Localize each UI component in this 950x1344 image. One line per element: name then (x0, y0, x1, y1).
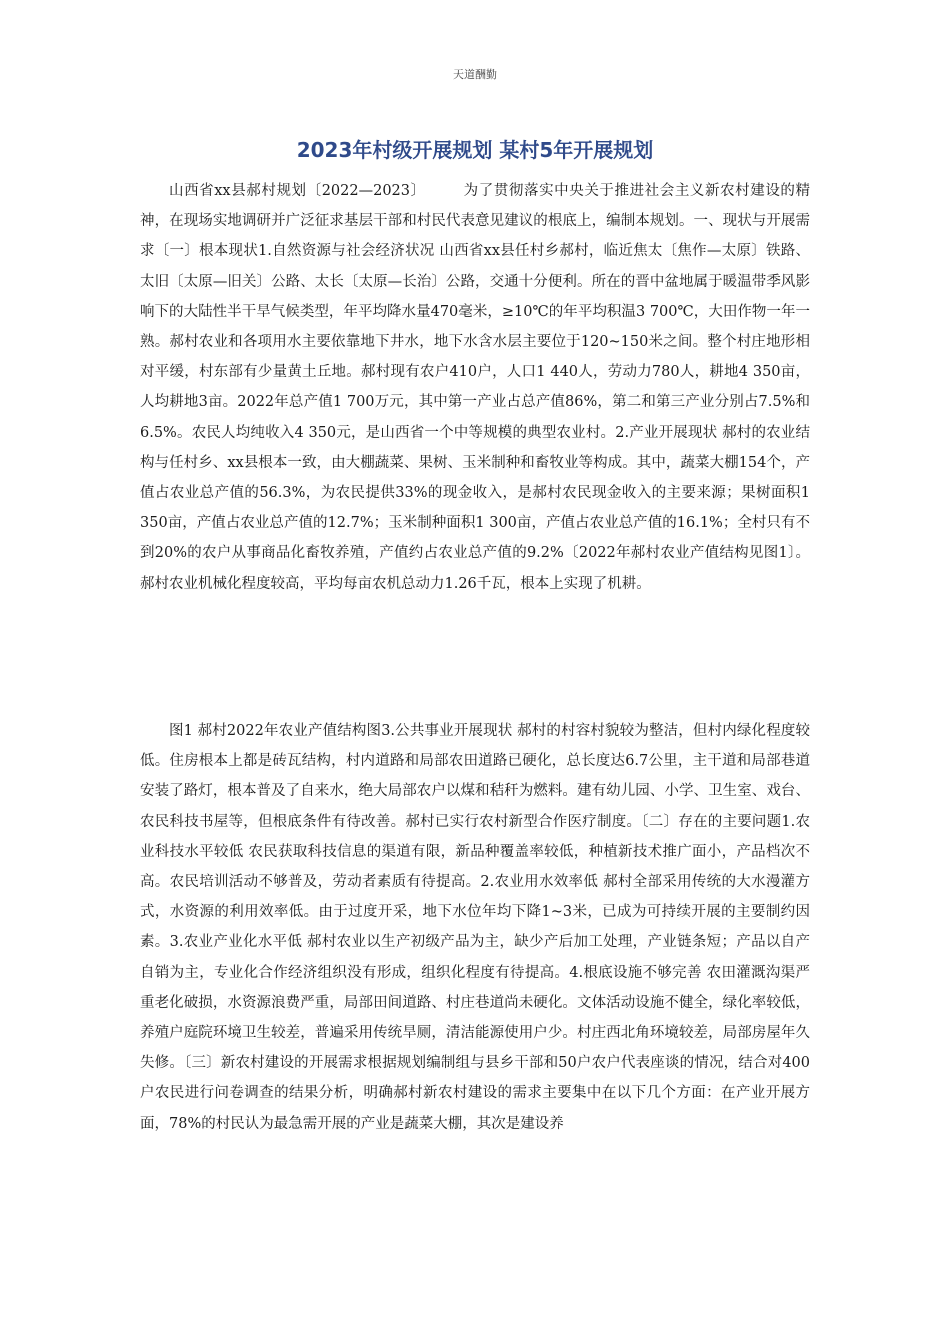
body-paragraph-2: 图1 郝村2022年农业产值结构图3.公共事业开展现状 郝村的村容村貌较为整洁，但村内绿化程度较低。住房根本上都是砖瓦结构，村内道路和局部农田道路已硬化，总长度达6.7公里，主干道和局部巷道安装了路灯，根本普及了自来水，绝大局部农户以煤和秸秆为燃料。建有幼儿园、小学、卫生室、戏台、农民科技书屋等，但根底条件有待改善。郝村已实行农村新型合作医疗制度。〔二〕存在的主要问题1.农业科技水平较低 农民获取科技信息的渠道有限，新品种覆盖率较低，种植新技术推广面小，产品档次不高。农民培训活动不够普及，劳动者素质有待提高。2.农业用水效率低 郝村全部采用传统的大水漫灌方式，水资源的利用效率低。由于过度开采，地下水位年均下降1~3米，已成为可持续开展的主要制约因素。3.农业产业化水平低 郝村农业以生产初级产品为主，缺少产后加工处理，产业链条短；产品以自产自销为主，专业化合作经济组织没有形成，组织化程度有待提高。4.根底设施不够完善 农田灌溉沟渠严重老化破损，水资源浪费严重，局部田间道路、村庄巷道尚未硬化。文体活动设施不健全，绿化率较低，养殖户庭院环境卫生较差，普遍采用传统旱厕，清洁能源使用户少。村庄西北角环境较差，局部房屋年久失修。〔三〕新农村建设的开展需求根据规划编制组与县乡干部和50户农户代表座谈的情况，结合对400户农民进行问卷调查的结果分析，明确郝村新农村建设的需求主要集中在以下几个方面：在产业开展方面，78%的村民认为最急需开展的产业是蔬菜大棚，其次是建设养 (140, 723, 810, 1132)
page-header: 天道酬勤 (453, 68, 497, 81)
document-title: 2023年村级开展规划 某村5年开展规划 (296, 138, 654, 162)
body-paragraph-1: 山西省xx县郝村规划〔2022—2023〕 为了贯彻落实中央关于推进社会主义新农村建设的精神，在现场实地调研并广泛征求基层干部和村民代表意见建议的根底上，编制本规划。一、现状与开展需求〔一〕根本现状1.自然资源与社会经济状况 山西省xx县任村乡郝村，临近焦太〔焦作—太原〕铁路、太旧〔太原—旧关〕公路、太长〔太原—长治〕公路，交通十分便利。所在的晋中盆地属于暖温带季风影响下的大陆性半干旱气候类型，年平均降水量470毫米，≥10℃的年平均积温3 700℃，大田作物一年一熟。郝村农业和各项用水主要依靠地下井水，地下水含水层主要位于120~150米之间。整个村庄地形相对平缓，村东部有少量黄土丘地。郝村现有农户410户，人口1 440人，劳动力780人，耕地4 350亩，人均耕地3亩。2022年总产值1 700万元，其中第一产业占总产值86%，第二和第三产业分别占7.5%和6.5%。农民人均纯收入4 350元，是山西省一个中等规模的典型农业村。2.产业开展现状 郝村的农业结构与任村乡、xx县根本一致，由大棚蔬菜、果树、玉米制种和畜牧业等构成。其中，蔬菜大棚154个，产值占农业总产值的56.3%，为农民提供33%的现金收入，是郝村农民现金收入的主要来源；果树面积1 350亩，产值占农业总产值的12.7%；玉米制种面积1 300亩，产值占农业总产值的16.1%；全村只有不到20%的农户从事商品化畜牧养殖，产值约占农业总产值的9.2%〔2022年郝村农业产值结构见图1〕。郝村农业机械化程度较高，平均每亩农机总动力1.26千瓦，根本上实现了机耕。 (140, 183, 810, 592)
